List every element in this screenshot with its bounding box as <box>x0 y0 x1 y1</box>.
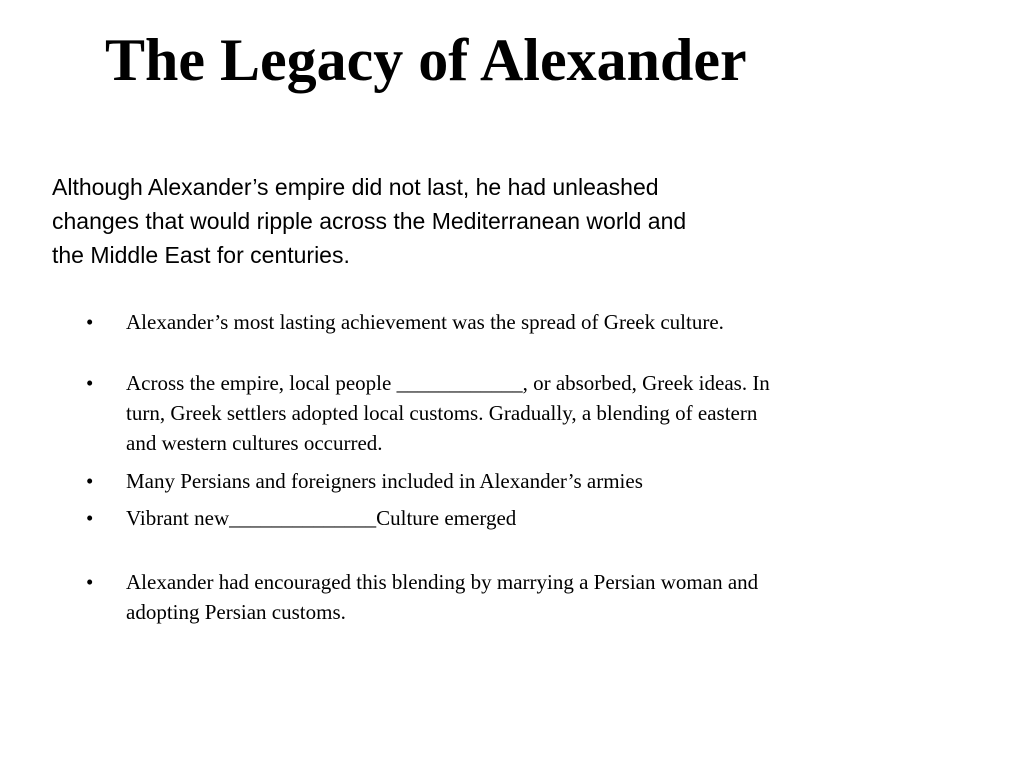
bullet-text <box>126 466 926 496</box>
bullet-line: turn, Greek settlers adopted local customs. Gradually, a blending of eastern <box>126 401 758 425</box>
bullet-text <box>126 503 926 533</box>
intro-line: changes that would ripple across the Mediterranean world and <box>52 208 687 234</box>
intro-line: the Middle East for centuries. <box>52 242 350 268</box>
bullet-line: and western cultures occurred. <box>126 431 383 455</box>
bullet-line: Alexander had encouraged this blending by marrying a Persian woman and <box>126 570 759 594</box>
bullet-text <box>126 307 926 337</box>
intro-line: Although Alexander’s empire did not last, he had unleashed <box>52 174 659 200</box>
intro-paragraph <box>52 170 852 272</box>
bullet-line: adopting Persian customs. <box>126 600 346 624</box>
bullet-text <box>126 368 926 458</box>
bullet-icon: • <box>86 506 94 530</box>
bullet-icon: • <box>86 570 94 594</box>
bullet-line: Vibrant new______________Culture emerged <box>126 506 517 530</box>
bullet-icon: • <box>86 371 94 395</box>
bullet-icon: • <box>86 469 94 493</box>
bullet-icon: • <box>86 310 94 334</box>
bullet-line: Many Persians and foreigners included in Alexander’s armies <box>126 469 643 493</box>
bullet-text <box>126 567 926 627</box>
bullet-line: Across the empire, local people ____________, or absorbed, Greek ideas. In <box>126 371 770 395</box>
slide-title: The Legacy of Alexander <box>105 27 747 93</box>
bullet-line: Alexander’s most lasting achievement was the spread of Greek culture. <box>126 310 724 334</box>
